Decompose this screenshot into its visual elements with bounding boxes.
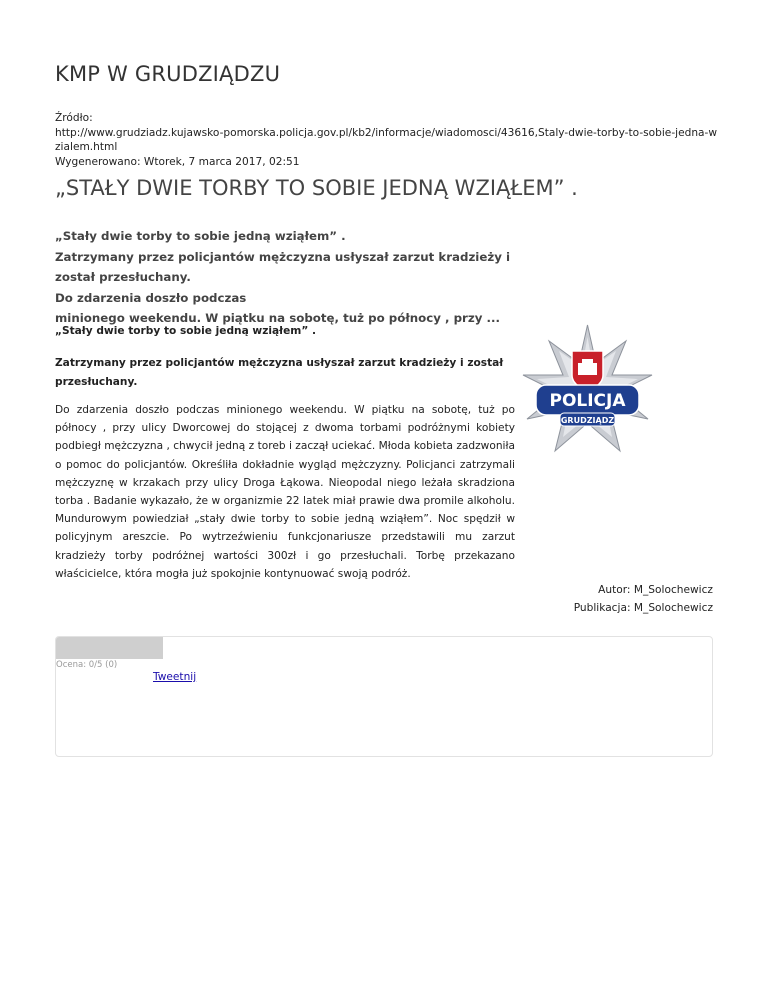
rating-panel: [55, 636, 713, 757]
body-paragraph: [55, 401, 515, 583]
rating-text: Ocena: 0/5 (0): [56, 660, 118, 670]
lead-line: Zatrzymany przez policjantów mężczyzna usłyszał zarzut kradzieży i: [55, 249, 511, 264]
generated-date: Wygenerowano: Wtorek, 7 marca 2017, 02:51: [55, 155, 300, 168]
lead-line: „Stały dwie torby to sobie jedną wziąłem” .: [55, 229, 346, 243]
body-summary-line: przesłuchany.: [55, 375, 138, 388]
body-line: właścicielce, która mogła już spokojnie kontynuować swoją podróż.: [55, 567, 411, 580]
article-title: „STAŁY DWIE TORBY TO SOBIE JEDNĄ WZIĄŁEM” .: [55, 176, 578, 200]
body-line: mężczyznę w krzakach przy ulicy Droga Łąkowa. Nieopodal niego leżała skradziona: [55, 476, 515, 489]
logo-subtext: GRUDZIĄDZ: [560, 416, 615, 425]
tweet-link[interactable]: Tweetnij: [153, 671, 197, 683]
body-line: północy , przy ulicy Dworcowej do stojącej z dwoma torbami podróżnymi kobiety: [55, 422, 515, 435]
logo-text: POLICJA: [549, 391, 626, 411]
body-summary: [55, 354, 515, 391]
body-line: Mundurowym powiedział „stały dwie torby to sobie jedną wziąłem”. Noc spędził w: [55, 513, 515, 526]
body-title: „Stały dwie torby to sobie jedną wziąłem” .: [55, 325, 316, 337]
body-line: podbiegł mężczyzna , chwycił jedną z toreb i zaczął uciekać. Młoda kobieta zadzwoniła: [55, 440, 515, 453]
source-info: [55, 111, 718, 169]
source-url-line-1: http://www.grudziadz.kujawsko-pomorska.policja.gov.pl/kb2/informacje/wiadomosci/43616,Staly-dwie-torby-to-sobie-jedna-w: [55, 126, 718, 139]
publication: Publikacja: M_Solochewicz: [573, 602, 713, 614]
body-line: Do zdarzenia doszło podczas minionego weekendu. W piątku na sobotę, tuż po: [55, 404, 515, 416]
body-line: o pomoc do policjantów. Określiła dokładnie wygląd mężczyzny. Policjanci zatrzymali: [55, 458, 515, 471]
rating-stars-bar[interactable]: [56, 637, 163, 659]
police-star-logo: [520, 323, 655, 458]
lead-line: został przesłuchany.: [55, 270, 191, 284]
body-line: policyjnym areszcie. Po wytrzeźwieniu funkcjonariusze przedstawili mu zarzut: [55, 531, 515, 544]
body-line: kradzieży torby podróżnej wartości 300zł i go przesłuchali. Torbę przekazano: [55, 549, 515, 562]
body-line: torba . Badanie wykazało, że w organizmie 22 latek miał prawie dwa promile alkoholu.: [55, 495, 515, 508]
lead-line: minionego weekendu. W piątku na sobotę, tuż po północy , przy ...: [55, 311, 500, 325]
article-meta: [574, 581, 713, 617]
author: Autor: M_Solochewicz: [598, 584, 713, 596]
body-summary-line: Zatrzymany przez policjantów mężczyzna usłyszał zarzut kradzieży i został: [55, 357, 504, 369]
article-lead: [55, 226, 510, 329]
lead-line: Do zdarzenia doszło podczas: [55, 290, 247, 305]
source-label: Źródło:: [55, 112, 93, 124]
site-title: KMP W GRUDZIĄDZU: [55, 62, 281, 86]
source-url-line-2: zialem.html: [55, 141, 118, 153]
